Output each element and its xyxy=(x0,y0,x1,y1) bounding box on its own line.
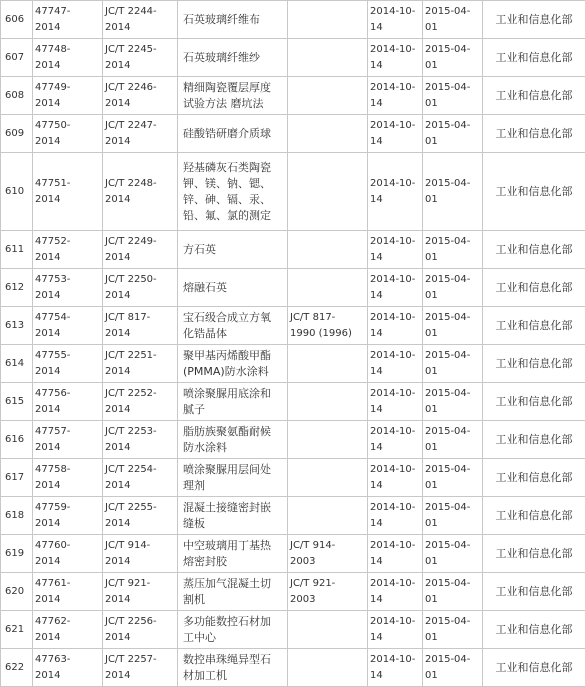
row-number-cell: 612 xyxy=(1,269,33,307)
department-cell: 工业和信息化部 xyxy=(483,611,585,649)
publish-date-cell: 2014-10- 14 xyxy=(368,573,423,611)
implement-date-cell: 2015-04- 01 xyxy=(423,573,483,611)
implement-date-cell: 2015-04- 01 xyxy=(423,269,483,307)
replaced-standard-cell xyxy=(288,1,368,39)
replaced-standard-cell xyxy=(288,153,368,231)
publish-date-cell: 2014-10- 14 xyxy=(368,611,423,649)
publish-date-cell: 2014-10- 14 xyxy=(368,307,423,345)
publish-date-cell: 2014-10- 14 xyxy=(368,345,423,383)
implement-date-cell: 2015-04- 01 xyxy=(423,231,483,269)
registration-number-cell: 47763- 2014 xyxy=(33,649,103,687)
row-number-cell: 611 xyxy=(1,231,33,269)
replaced-standard-cell xyxy=(288,497,368,535)
standard-name-cell: 羟基磷灰石类陶瓷 钾、镁、钠、锶、 锌、砷、镉、汞、 铅、氟、氯的测定 xyxy=(178,153,288,231)
department-cell: 工业和信息化部 xyxy=(483,307,585,345)
implement-date-cell: 2015-04- 01 xyxy=(423,39,483,77)
standard-code-cell: JC/T 2246- 2014 xyxy=(103,77,178,115)
registration-number-cell: 47760- 2014 xyxy=(33,535,103,573)
registration-number-cell: 47748- 2014 xyxy=(33,39,103,77)
department-cell: 工业和信息化部 xyxy=(483,421,585,459)
standard-name-cell: 脂肪族聚氨酯耐候 防水涂料 xyxy=(178,421,288,459)
replaced-standard-cell xyxy=(288,383,368,421)
implement-date-cell: 2015-04- 01 xyxy=(423,497,483,535)
table-row xyxy=(1,231,585,269)
standard-code-cell: JC/T 2257- 2014 xyxy=(103,649,178,687)
standard-code-cell: JC/T 2254- 2014 xyxy=(103,459,178,497)
table-row xyxy=(1,115,585,153)
replaced-standard-cell xyxy=(288,345,368,383)
standard-code-cell: JC/T 2250- 2014 xyxy=(103,269,178,307)
standard-name-cell: 多功能数控石材加 工中心 xyxy=(178,611,288,649)
implement-date-cell: 2015-04- 01 xyxy=(423,1,483,39)
table-row xyxy=(1,383,585,421)
table-row xyxy=(1,421,585,459)
department-cell: 工业和信息化部 xyxy=(483,39,585,77)
row-number-cell: 619 xyxy=(1,535,33,573)
standard-code-cell: JC/T 2248- 2014 xyxy=(103,153,178,231)
table-row xyxy=(1,497,585,535)
implement-date-cell: 2015-04- 01 xyxy=(423,345,483,383)
standard-code-cell: JC/T 817- 2014 xyxy=(103,307,178,345)
row-number-cell: 622 xyxy=(1,649,33,687)
table-row xyxy=(1,611,585,649)
replaced-standard-cell xyxy=(288,269,368,307)
replaced-standard-cell: JC/T 817- 1990 (1996) xyxy=(288,307,368,345)
row-number-cell: 610 xyxy=(1,153,33,231)
table-row xyxy=(1,39,585,77)
table-row xyxy=(1,535,585,573)
publish-date-cell: 2014-10- 14 xyxy=(368,231,423,269)
standard-code-cell: JC/T 2249- 2014 xyxy=(103,231,178,269)
standard-name-cell: 硅酸锆研磨介质球 xyxy=(178,115,288,153)
registration-number-cell: 47761- 2014 xyxy=(33,573,103,611)
registration-number-cell: 47747- 2014 xyxy=(33,1,103,39)
publish-date-cell: 2014-10- 14 xyxy=(368,649,423,687)
replaced-standard-cell xyxy=(288,39,368,77)
standard-code-cell: JC/T 914- 2014 xyxy=(103,535,178,573)
department-cell: 工业和信息化部 xyxy=(483,231,585,269)
publish-date-cell: 2014-10- 14 xyxy=(368,115,423,153)
department-cell: 工业和信息化部 xyxy=(483,459,585,497)
publish-date-cell: 2014-10- 14 xyxy=(368,1,423,39)
publish-date-cell: 2014-10- 14 xyxy=(368,497,423,535)
standard-name-cell: 精细陶瓷覆层厚度 试验方法 磨坑法 xyxy=(178,77,288,115)
registration-number-cell: 47762- 2014 xyxy=(33,611,103,649)
standard-code-cell: JC/T 2245- 2014 xyxy=(103,39,178,77)
table-row xyxy=(1,1,585,39)
department-cell: 工业和信息化部 xyxy=(483,497,585,535)
table-row xyxy=(1,307,585,345)
standard-name-cell: 数控串珠绳异型石 材加工机 xyxy=(178,649,288,687)
publish-date-cell: 2014-10- 14 xyxy=(368,153,423,231)
row-number-cell: 614 xyxy=(1,345,33,383)
replaced-standard-cell xyxy=(288,231,368,269)
publish-date-cell: 2014-10- 14 xyxy=(368,421,423,459)
publish-date-cell: 2014-10- 14 xyxy=(368,39,423,77)
registration-number-cell: 47755- 2014 xyxy=(33,345,103,383)
table-row xyxy=(1,77,585,115)
row-number-cell: 607 xyxy=(1,39,33,77)
standard-code-cell: JC/T 2244- 2014 xyxy=(103,1,178,39)
implement-date-cell: 2015-04- 01 xyxy=(423,459,483,497)
implement-date-cell: 2015-04- 01 xyxy=(423,383,483,421)
row-number-cell: 606 xyxy=(1,1,33,39)
table-body xyxy=(1,1,585,687)
table-row xyxy=(1,649,585,687)
replaced-standard-cell xyxy=(288,649,368,687)
table-row xyxy=(1,573,585,611)
implement-date-cell: 2015-04- 01 xyxy=(423,115,483,153)
table-row xyxy=(1,459,585,497)
standard-name-cell: 石英玻璃纤维纱 xyxy=(178,39,288,77)
standard-name-cell: 宝石级合成立方氧 化锆晶体 xyxy=(178,307,288,345)
standard-code-cell: JC/T 2253- 2014 xyxy=(103,421,178,459)
implement-date-cell: 2015-04- 01 xyxy=(423,421,483,459)
department-cell: 工业和信息化部 xyxy=(483,115,585,153)
replaced-standard-cell xyxy=(288,421,368,459)
standard-code-cell: JC/T 2255- 2014 xyxy=(103,497,178,535)
replaced-standard-cell: JC/T 914- 2003 xyxy=(288,535,368,573)
registration-number-cell: 47750- 2014 xyxy=(33,115,103,153)
table-row xyxy=(1,345,585,383)
registration-number-cell: 47753- 2014 xyxy=(33,269,103,307)
department-cell: 工业和信息化部 xyxy=(483,345,585,383)
replaced-standard-cell xyxy=(288,77,368,115)
standard-name-cell: 方石英 xyxy=(178,231,288,269)
row-number-cell: 616 xyxy=(1,421,33,459)
department-cell: 工业和信息化部 xyxy=(483,649,585,687)
publish-date-cell: 2014-10- 14 xyxy=(368,269,423,307)
replaced-standard-cell: JC/T 921- 2003 xyxy=(288,573,368,611)
implement-date-cell: 2015-04- 01 xyxy=(423,153,483,231)
implement-date-cell: 2015-04- 01 xyxy=(423,535,483,573)
registration-number-cell: 47757- 2014 xyxy=(33,421,103,459)
standard-name-cell: 喷涂聚脲用底涂和 腻子 xyxy=(178,383,288,421)
implement-date-cell: 2015-04- 01 xyxy=(423,649,483,687)
standard-name-cell: 蒸压加气混凝土切 割机 xyxy=(178,573,288,611)
row-number-cell: 620 xyxy=(1,573,33,611)
row-number-cell: 621 xyxy=(1,611,33,649)
standard-code-cell: JC/T 2256- 2014 xyxy=(103,611,178,649)
standard-name-cell: 喷涂聚脲用层间处 理剂 xyxy=(178,459,288,497)
replaced-standard-cell xyxy=(288,611,368,649)
standard-code-cell: JC/T 921- 2014 xyxy=(103,573,178,611)
publish-date-cell: 2014-10- 14 xyxy=(368,77,423,115)
registration-number-cell: 47752- 2014 xyxy=(33,231,103,269)
standard-name-cell: 聚甲基丙烯酸甲酯 (PMMA)防水涂料 xyxy=(178,345,288,383)
department-cell: 工业和信息化部 xyxy=(483,535,585,573)
department-cell: 工业和信息化部 xyxy=(483,153,585,231)
standard-name-cell: 石英玻璃纤维布 xyxy=(178,1,288,39)
implement-date-cell: 2015-04- 01 xyxy=(423,307,483,345)
standard-name-cell: 混凝土接缝密封嵌 缝板 xyxy=(178,497,288,535)
standard-name-cell: 熔融石英 xyxy=(178,269,288,307)
standard-code-cell: JC/T 2247- 2014 xyxy=(103,115,178,153)
row-number-cell: 617 xyxy=(1,459,33,497)
table-row xyxy=(1,269,585,307)
registration-number-cell: 47756- 2014 xyxy=(33,383,103,421)
standard-code-cell: JC/T 2252- 2014 xyxy=(103,383,178,421)
standard-code-cell: JC/T 2251- 2014 xyxy=(103,345,178,383)
replaced-standard-cell xyxy=(288,115,368,153)
department-cell: 工业和信息化部 xyxy=(483,573,585,611)
row-number-cell: 615 xyxy=(1,383,33,421)
row-number-cell: 618 xyxy=(1,497,33,535)
table-row xyxy=(1,153,585,231)
department-cell: 工业和信息化部 xyxy=(483,77,585,115)
publish-date-cell: 2014-10- 14 xyxy=(368,383,423,421)
implement-date-cell: 2015-04- 01 xyxy=(423,77,483,115)
registration-number-cell: 47751- 2014 xyxy=(33,153,103,231)
publish-date-cell: 2014-10- 14 xyxy=(368,459,423,497)
registration-number-cell: 47758- 2014 xyxy=(33,459,103,497)
row-number-cell: 609 xyxy=(1,115,33,153)
department-cell: 工业和信息化部 xyxy=(483,383,585,421)
replaced-standard-cell xyxy=(288,459,368,497)
publish-date-cell: 2014-10- 14 xyxy=(368,535,423,573)
registration-number-cell: 47759- 2014 xyxy=(33,497,103,535)
standard-name-cell: 中空玻璃用丁基热 熔密封胶 xyxy=(178,535,288,573)
registration-number-cell: 47754- 2014 xyxy=(33,307,103,345)
row-number-cell: 613 xyxy=(1,307,33,345)
department-cell: 工业和信息化部 xyxy=(483,1,585,39)
department-cell: 工业和信息化部 xyxy=(483,269,585,307)
implement-date-cell: 2015-04- 01 xyxy=(423,611,483,649)
row-number-cell: 608 xyxy=(1,77,33,115)
registration-number-cell: 47749- 2014 xyxy=(33,77,103,115)
